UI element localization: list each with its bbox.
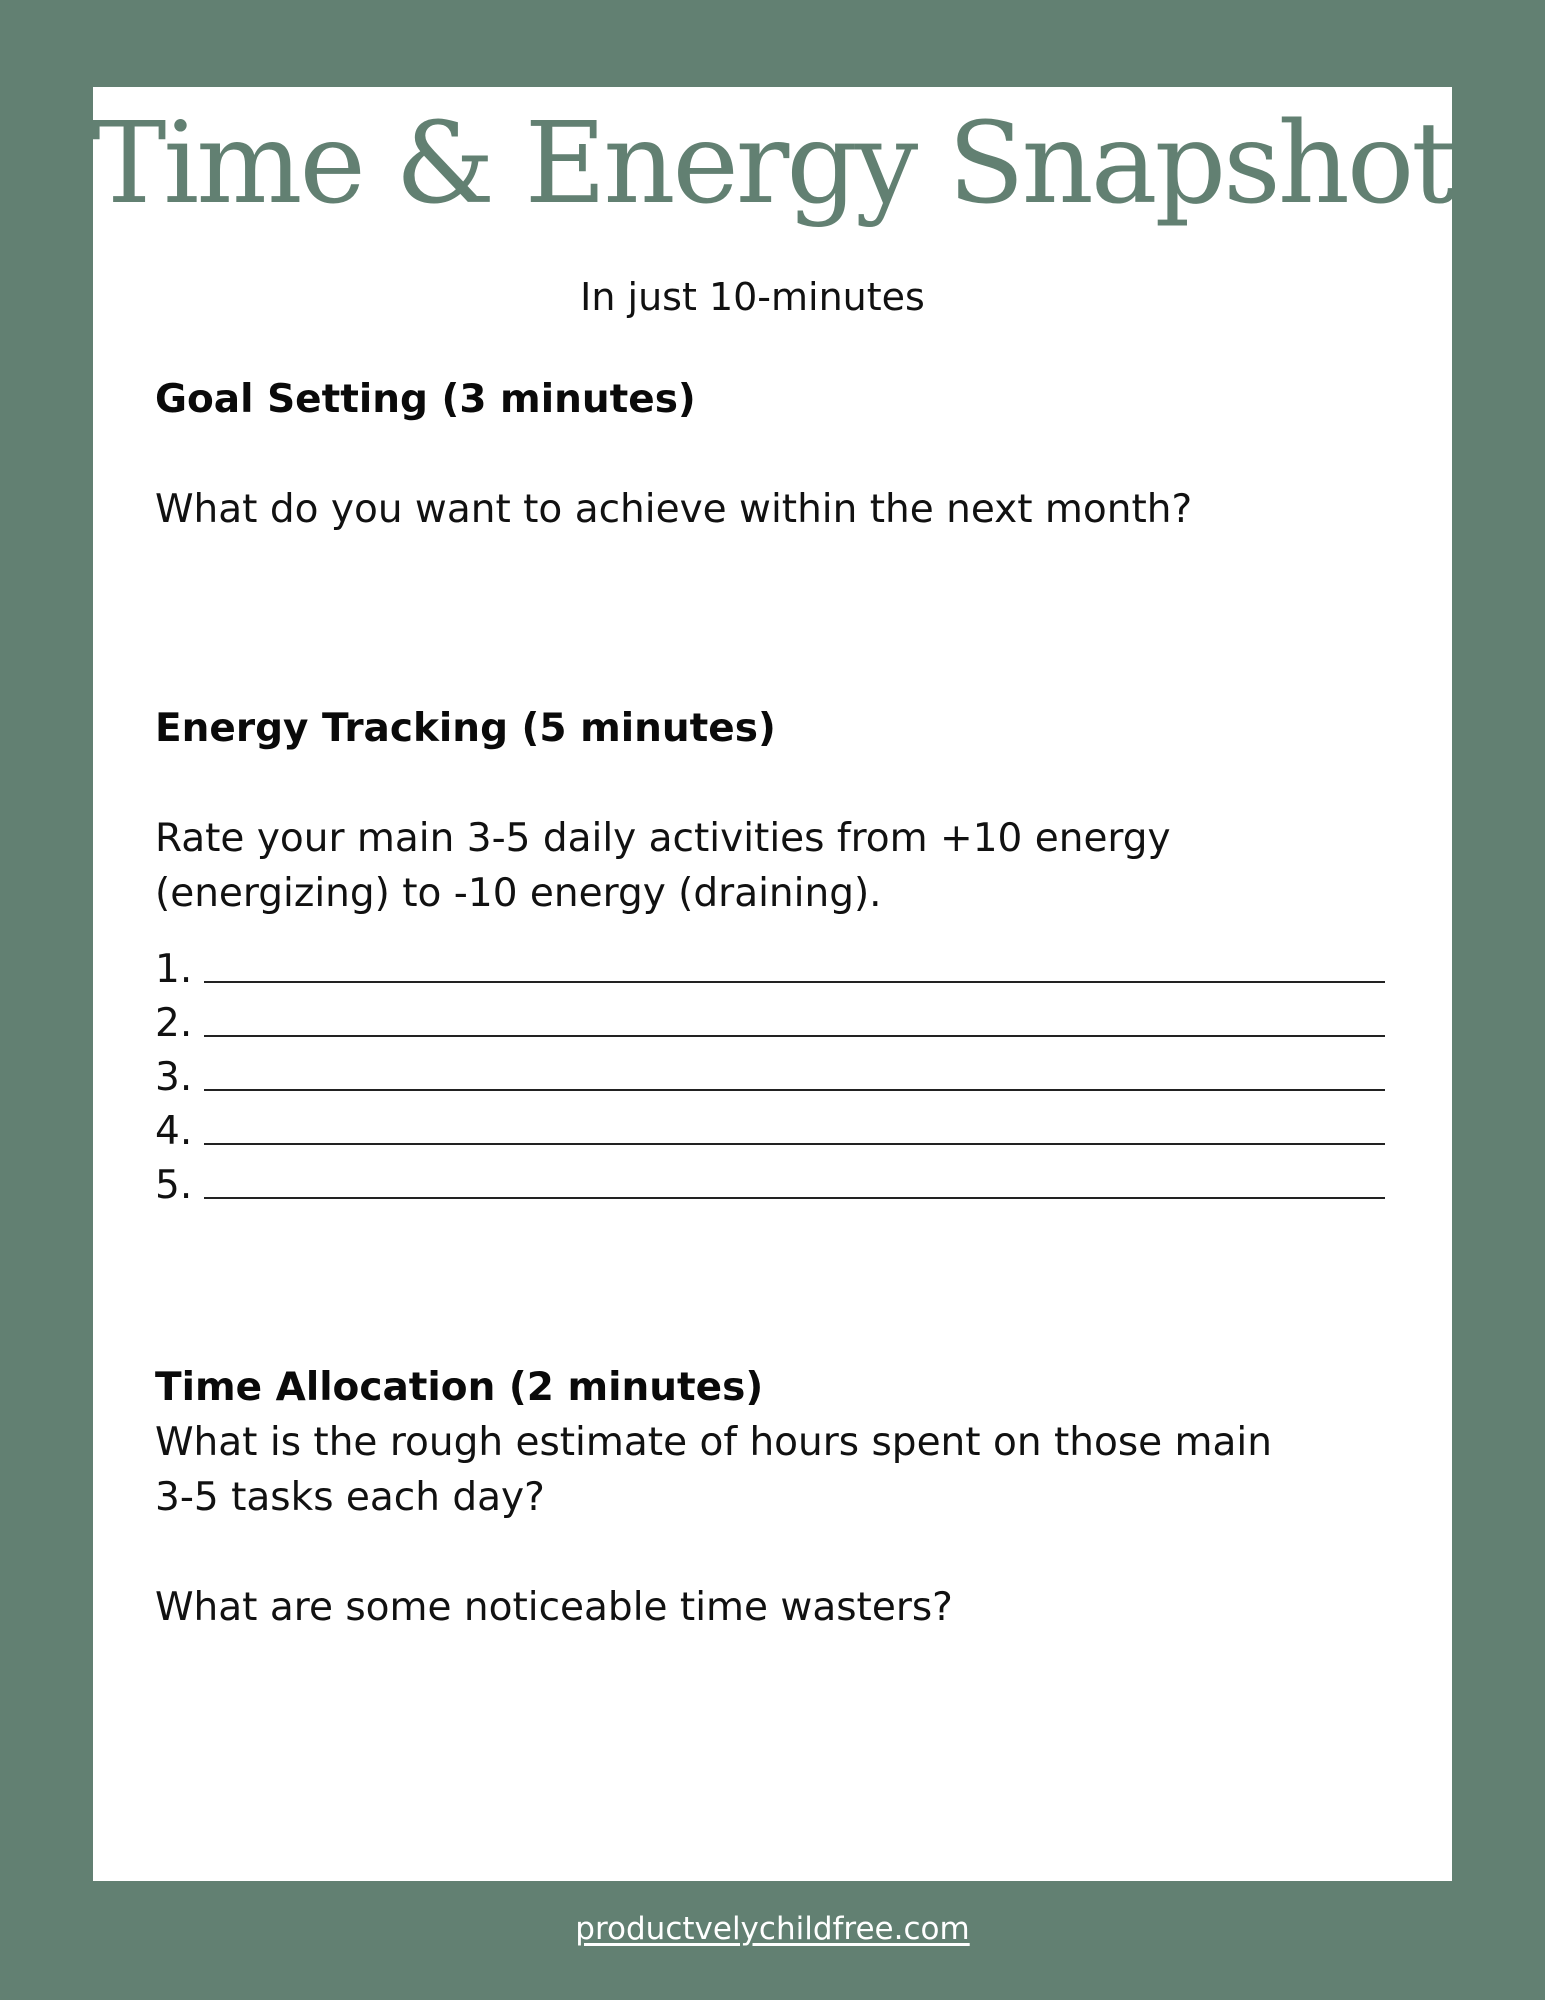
fill-in-blank[interactable] [204,1009,1385,1037]
line-number: 5. [155,1162,193,1208]
fill-in-blank[interactable] [204,1171,1385,1199]
energy-activity-line-1[interactable] [155,942,1385,996]
energy-instruction [155,811,1395,921]
energy-instruction-line-2: (energizing) to -10 energy (draining). [155,871,882,916]
line-number: 1. [155,946,193,992]
energy-activity-line-2[interactable] [155,996,1385,1050]
time-allocation-heading: Time Allocation (2 minutes) [155,1365,764,1410]
energy-instruction-line-1: Rate your main 3-5 daily activities from +10 energy [155,816,1171,861]
goal-question: What do you want to achieve within the next month? [155,487,1193,532]
line-number: 2. [155,1000,193,1046]
energy-activity-line-3[interactable] [155,1050,1385,1104]
fill-in-blank[interactable] [204,955,1385,983]
energy-activity-line-4[interactable] [155,1104,1385,1158]
energy-tracking-heading: Energy Tracking (5 minutes) [155,706,776,751]
page-subtitle: In just 10-minutes [580,275,925,319]
page-title: Time & Energy Snapshot [91,99,1454,229]
footer-website-link[interactable]: productvelychildfree.com [575,1911,970,1947]
time-question-hours-line-1: What is the rough estimate of hours spent on those main [155,1420,1272,1465]
goal-setting-heading: Goal Setting (3 minutes) [155,377,696,422]
line-number: 3. [155,1054,193,1100]
time-question-hours [155,1415,1395,1525]
time-question-hours-line-2: 3-5 tasks each day? [155,1475,545,1520]
fill-in-blank[interactable] [204,1063,1385,1091]
energy-activity-line-5[interactable] [155,1158,1385,1212]
time-wasters-question: What are some noticeable time wasters? [155,1585,953,1630]
fill-in-blank[interactable] [204,1117,1385,1145]
line-number: 4. [155,1108,193,1154]
